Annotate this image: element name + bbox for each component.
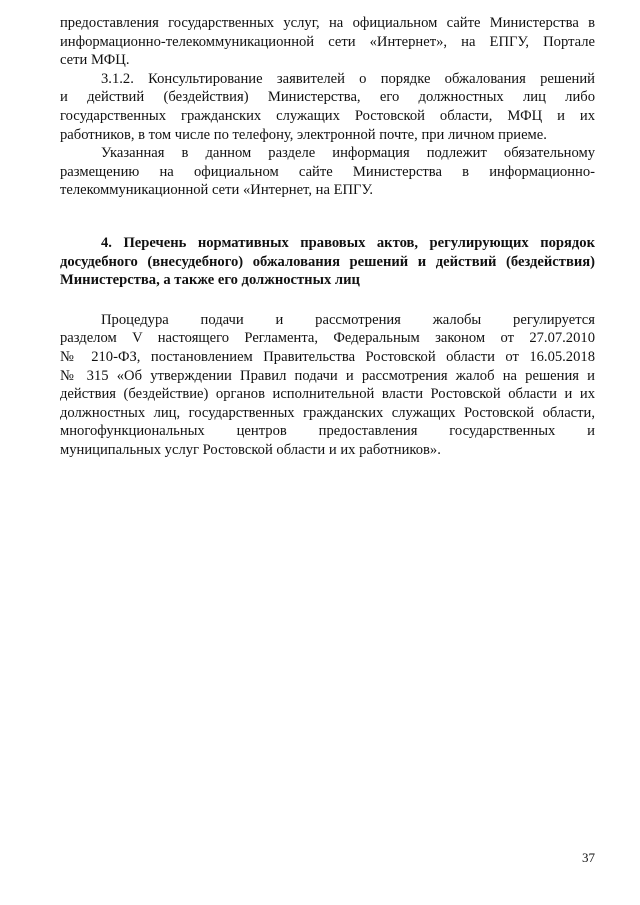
text-line: предоставления государственных услуг, на официальном сайте Министерства в (60, 15, 595, 31)
text-line: № 315 «Об утверждении Правил подачи и рассмотрения жалоб на решения и (60, 367, 595, 384)
document-page (60, 14, 595, 459)
text-line: № 210-ФЗ, постановлением Правительства Ростовской области от 16.05.2018 (60, 348, 595, 365)
paragraph-posting-requirement (60, 144, 595, 200)
spacer (60, 200, 595, 234)
text-line: муниципальных услуг Ростовской области и их работников». (60, 441, 441, 458)
text-line: размещению на официальном сайте Министерства в информационно- (60, 163, 595, 180)
text-line: Процедура подачи и рассмотрения жалобы регулируется (101, 311, 595, 328)
paragraph-complaint-procedure (60, 311, 595, 460)
heading-line: Министерства, а также его должностных лиц (60, 272, 360, 289)
text-line: работников, в том числе по телефону, электронной почте, при личном приеме. (60, 126, 547, 143)
text-line: и действий (бездействия) Министерства, его должностных лиц либо (60, 89, 595, 106)
heading-line: 4. Перечень нормативных правовых актов, регулирующих порядок (101, 234, 595, 251)
spacer (60, 290, 595, 311)
paragraph-publication-places (60, 14, 595, 70)
text-line: многофункциональных центров предоставления государственных и (60, 423, 595, 440)
text-line: сети МФЦ. (60, 52, 130, 69)
paragraph-3-1-2 (60, 70, 595, 144)
text-line: действия (бездействие) органов исполнительной власти Ростовской области и их (60, 386, 595, 403)
heading-line: досудебного (внесудебного) обжалования решений и действий (бездействия) (60, 253, 595, 270)
text-line: информационно-телекоммуникационной сети «Интернет», на ЕПГУ, Портале (60, 33, 595, 50)
text-line: 3.1.2. Консультирование заявителей о порядке обжалования решений (101, 70, 595, 87)
text-line: государственных гражданских служащих Ростовской области, МФЦ и их (60, 107, 595, 124)
text-line: Указанная в данном разделе информация подлежит обязательному (101, 145, 595, 162)
page-number: 37 (582, 850, 595, 865)
section-4-heading (60, 234, 595, 290)
text-line: телекоммуникационной сети «Интернет, на ЕПГУ. (60, 182, 374, 199)
text-line: разделом V настоящего Регламента, Федеральным законом от 27.07.2010 (60, 330, 595, 347)
text-line: должностных лиц, государственных гражданских служащих Ростовской области, (60, 404, 595, 421)
